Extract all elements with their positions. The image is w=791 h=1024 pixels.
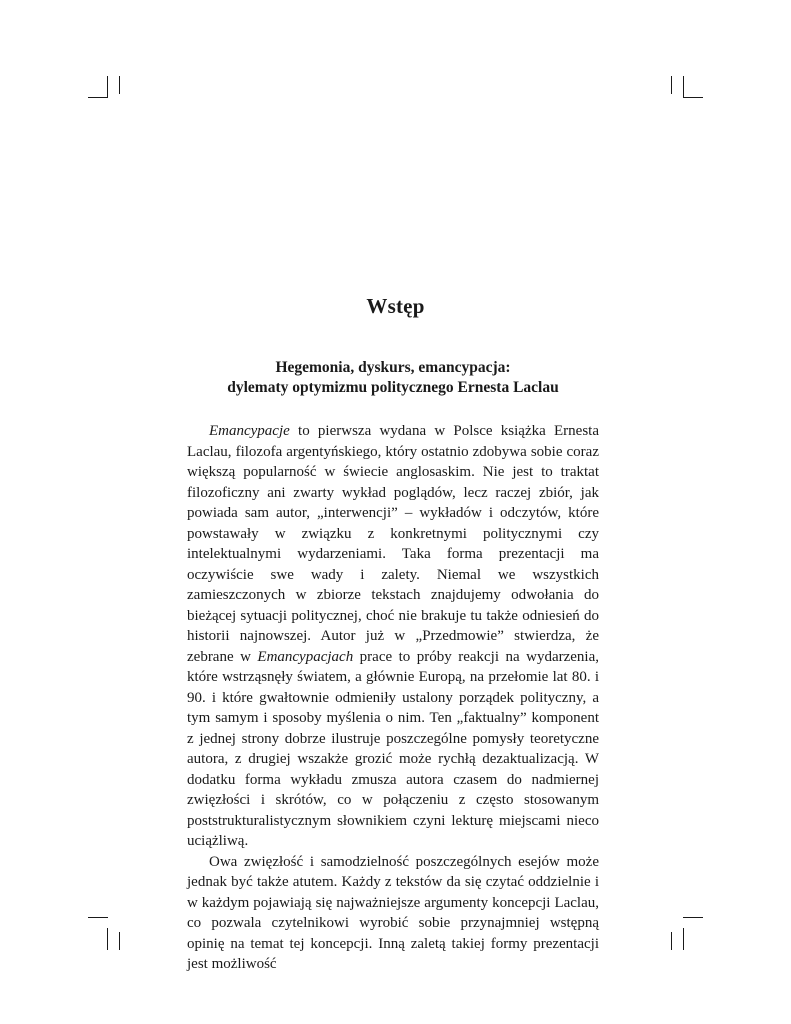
- crop-mark-bottom-left-vertical-outer: [119, 932, 120, 950]
- chapter-title: Wstęp: [366, 294, 425, 318]
- paragraph-2-text: Owa zwięzłość i samodzielność poszczególnych esejów może jednak być także atutem. Każdy z tekstów da się czytać oddzielnie i w każdym pojawiają się najważniejsze argumenty koncepcji Laclau, co pozwala czytelnikowi wyrobić sobie przynajmniej wstępną opinię na temat tej koncepcji. Inną zaletą takiej formy prezentacji jest możliwość: [187, 853, 599, 972]
- paragraph-1-text-b: prace to próby reakcji na wydarzenia, które wstrząsnęły światem, a głównie Europą, na przełomie lat 80. i 90. i które gwałtownie odmieniły ustalony porządek polityczny, a tym samym i sposoby myślenia o nim. Ten „faktualny” komponent z jednej strony dobrze ilustruje poszczególne pomysły teoretyczne autora, z drugiej wszakże grozić może rychłą dezaktualizacją. W dodatku forma wykładu zmusza autora czasem do nadmiernej zwięzłości i skrótów, co w połączeniu z często stosowanym poststrukturalistycznym słownikiem czyni lekturę miejscami nieco uciążliwą.: [187, 648, 599, 849]
- paragraph-2: [187, 852, 599, 975]
- section-heading-line-2: dylematy optymizmu politycznego Ernesta Laclau: [227, 379, 559, 396]
- paragraph-1: [187, 421, 599, 852]
- crop-mark-top-left-vertical-inner: [107, 76, 108, 98]
- book-title-emancypacjach: Emancypacjach: [257, 648, 354, 665]
- paragraph-1-text-a: to pierwsza wydana w Polsce książka Ernesta Laclau, filozofa argentyńskiego, który ostatnio zdobywa sobie coraz większą popularność w świecie anglosaskim. Nie jest to traktat filozoficzny ani zwarty wykład poglądów, lecz raczej zbiór, jak powiada sam autor, „interwencji” – wykładów i odczytów, które powstawały w związku z konkretnymi politycznymi czy intelektualnymi wydarzeniami. Taka forma prezentacji ma oczywiście swe wady i zalety. Niemal we wszystkich zamieszczonych w zbiorze tekstach znajdujemy odwołania do bieżącej sytuacji politycznej, choć nie brakuje tu także odniesień do historii najnowszej. Autor już w „Przedmowie” stwierdza, że zebrane w: [187, 423, 599, 665]
- crop-mark-bottom-right-vertical-outer: [671, 932, 672, 950]
- crop-mark-bottom-right-horizontal: [683, 917, 703, 918]
- section-heading-line-1: Hegemonia, dyskurs, emancypacja:: [275, 359, 511, 376]
- crop-mark-top-right-horizontal: [683, 97, 703, 98]
- crop-mark-top-left-horizontal: [88, 97, 108, 98]
- crop-mark-top-right-vertical-inner: [683, 76, 684, 98]
- section-heading: [187, 358, 599, 398]
- crop-mark-bottom-left-vertical-inner: [107, 928, 108, 950]
- crop-mark-top-left-vertical-outer: [119, 76, 120, 94]
- crop-mark-bottom-left-horizontal: [88, 917, 108, 918]
- crop-mark-top-right-vertical-outer: [671, 76, 672, 94]
- body-text: [187, 421, 599, 975]
- crop-mark-bottom-right-vertical-inner: [683, 928, 684, 950]
- book-title-emancypacje: Emancypacje: [209, 423, 290, 439]
